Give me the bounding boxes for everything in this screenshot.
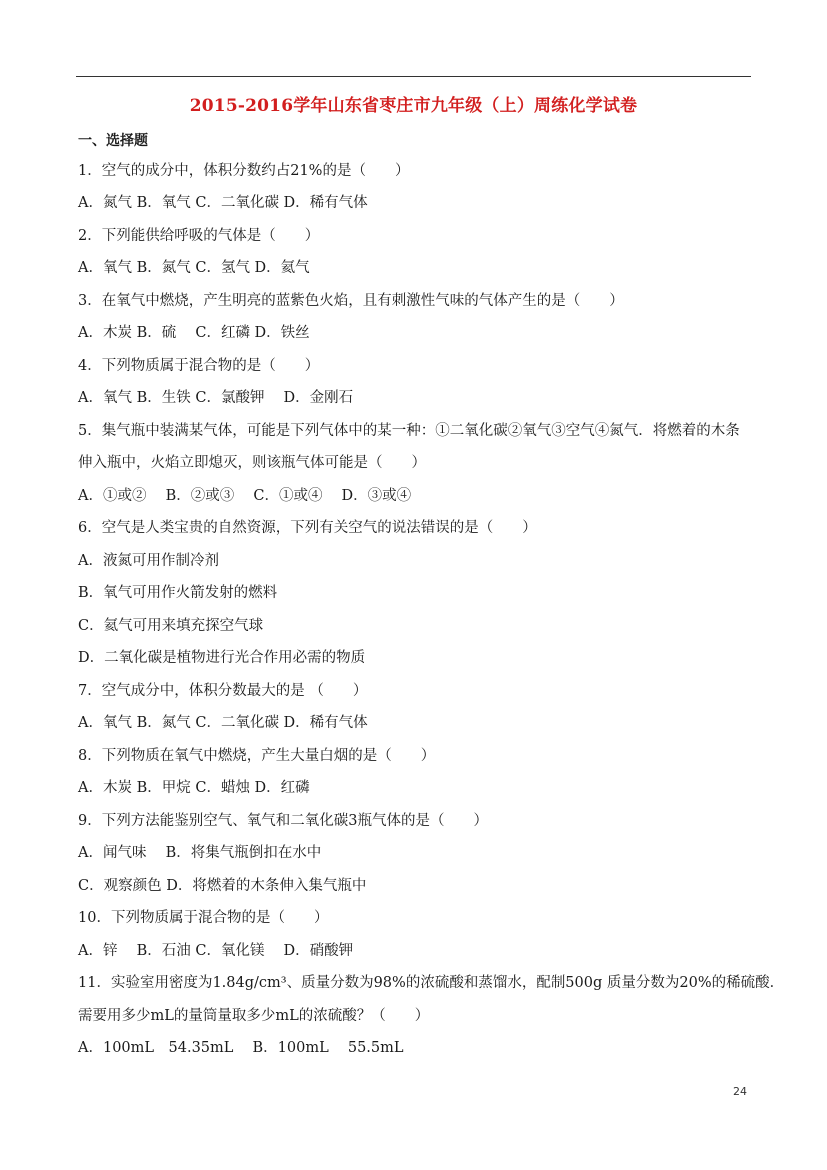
page-title: 2015-2016学年山东省枣庄市九年级（上）周练化学试卷	[189, 96, 638, 116]
question-line: 2．下列能供给呼吸的气体是（ ）	[78, 228, 320, 244]
question-line: 11．实验室用密度为1.84g/cm³、质量分数为98%的浓硫酸和蒸馏水，配制500g 质量分数为20%的稀硫酸．	[78, 975, 785, 991]
question-line-continued: 伸入瓶中，火焰立即熄灭，则该瓶气体可能是（ ）	[78, 455, 426, 471]
options-line: A．氮气 B．氧气 C．二氧化碳 D．稀有气体	[78, 195, 368, 211]
question-line: 3．在氧气中燃烧，产生明亮的蓝紫色火焰，且有刺激性气味的气体产生的是（ ）	[78, 293, 624, 309]
option-line: A．液氮可用作制冷剂	[78, 553, 219, 569]
options-line: A．100mL 54.35mL B．100mL 55.5mL	[78, 1040, 404, 1056]
question-line: 10．下列物质属于混合物的是（ ）	[78, 910, 329, 926]
options-line: A．木炭 B．硫 C．红磷 D．铁丝	[78, 325, 310, 341]
section-heading: 一、选择题	[78, 133, 148, 149]
option-line: D．二氧化碳是植物进行光合作用必需的物质	[78, 650, 366, 666]
question-line: 1．空气的成分中，体积分数约占21%的是（ ）	[78, 163, 410, 179]
options-line: C．观察颜色 D．将燃着的木条伸入集气瓶中	[78, 878, 367, 894]
question-line-continued: 需要用多少mL的量筒量取多少mL的浓硫酸？（ ）	[78, 1008, 430, 1024]
option-line: C．氦气可用来填充探空气球	[78, 618, 264, 634]
header-rule	[76, 76, 751, 77]
options-line: A．①或② B．②或③ C．①或④ D．③或④	[78, 488, 412, 504]
question-line: 8．下列物质在氧气中燃烧，产生大量白烟的是（ ）	[78, 748, 436, 764]
options-line: A．氧气 B．氮气 C．氢气 D．氦气	[78, 260, 310, 276]
options-line: A．锌 B．石油 C．氧化镁 D．硝酸钾	[78, 943, 354, 959]
question-line: 5．集气瓶中装满某气体，可能是下列气体中的某一种：①二氧化碳②氧气③空气④氮气．将燃着的木条	[78, 423, 740, 439]
question-line: 9．下列方法能鉴别空气、氧气和二氧化碳3瓶气体的是（ ）	[78, 813, 488, 829]
options-line: A．氧气 B．氮气 C．二氧化碳 D．稀有气体	[78, 715, 368, 731]
options-line: A．木炭 B．甲烷 C．蜡烛 D．红磷	[78, 780, 310, 796]
question-line: 6．空气是人类宝贵的自然资源，下列有关空气的说法错误的是（ ）	[78, 520, 537, 536]
question-line: 7．空气成分中，体积分数最大的是 （ ）	[78, 683, 368, 699]
option-line: B．氧气可用作火箭发射的燃料	[78, 585, 278, 601]
options-line: A．氧气 B．生铁 C．氯酸钾 D．金刚石	[78, 390, 354, 406]
question-line: 4．下列物质属于混合物的是（ ）	[78, 358, 320, 374]
options-line: A．闻气味 B．将集气瓶倒扣在水中	[78, 845, 322, 861]
page-number: 24	[733, 1085, 747, 1098]
